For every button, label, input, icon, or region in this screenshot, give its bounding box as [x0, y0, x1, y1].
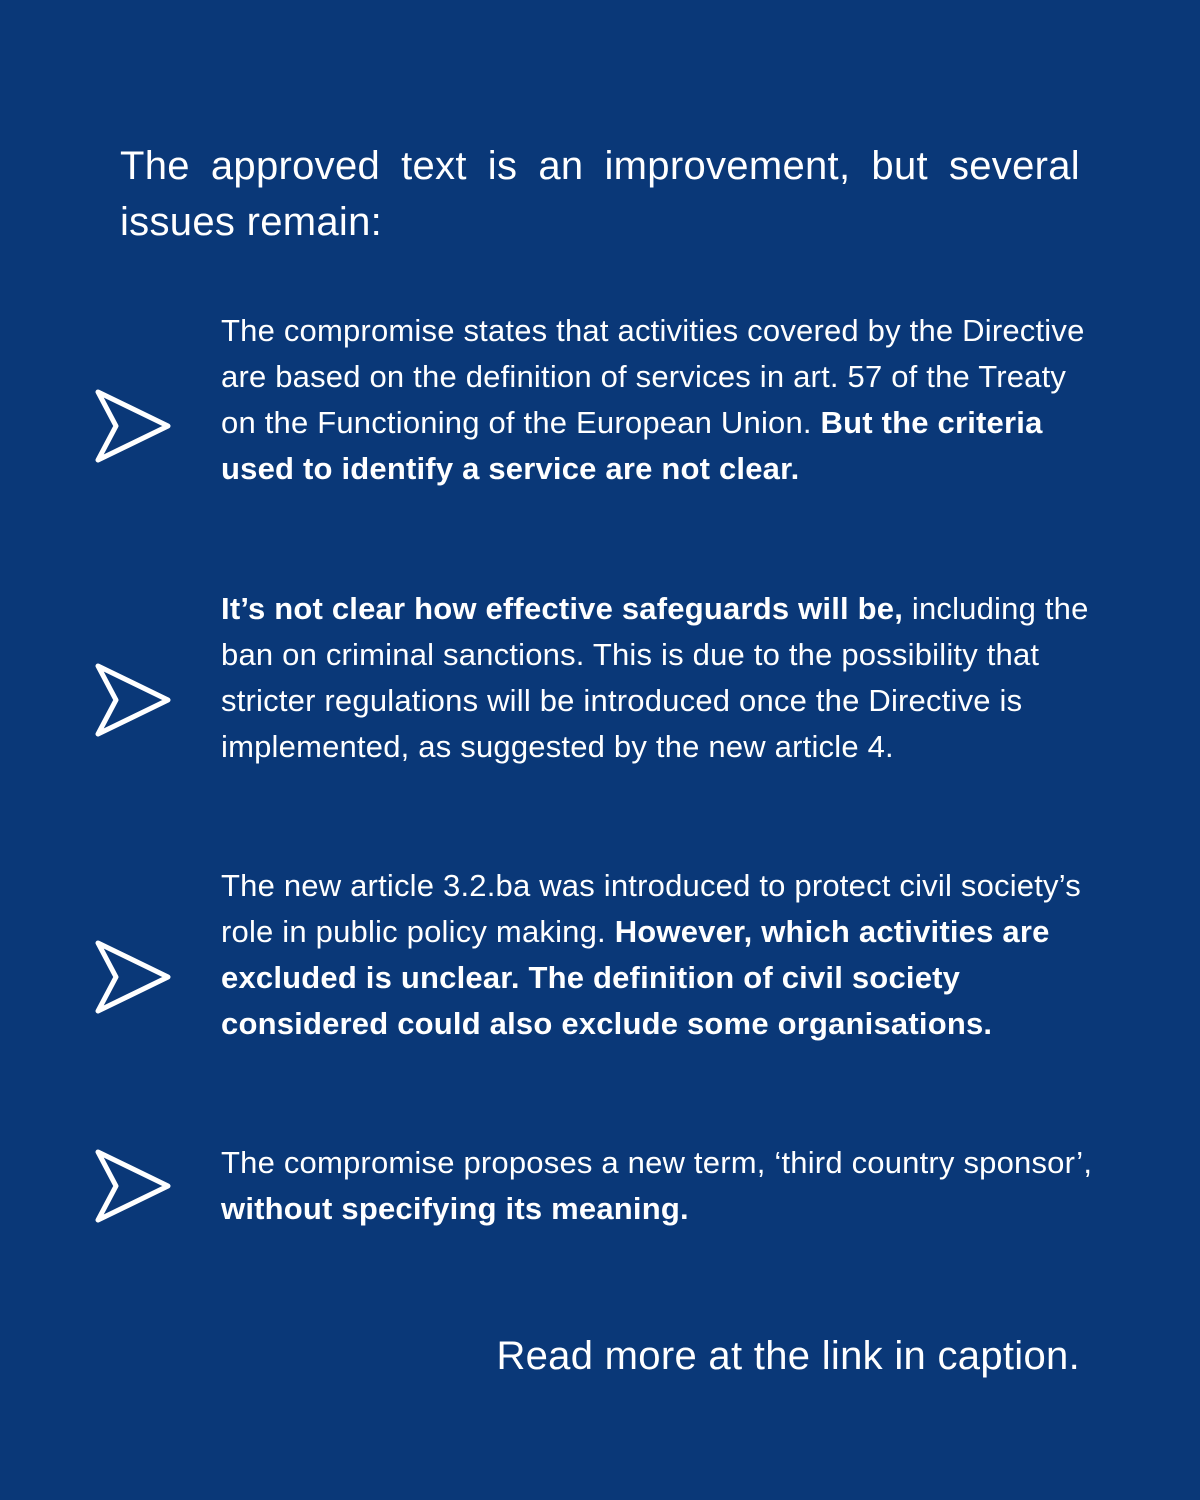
issue-text-normal: The compromise proposes a new term, ‘third country sponsor’,: [221, 1145, 1093, 1180]
issue-text-3: [221, 863, 1101, 1047]
issue-text-normal: The compromise states that activities covered by the Directive are based on the definition of services in art. 57 of the Treaty on the Functioning of the European Union.: [221, 313, 1085, 440]
issue-text-bold: But the criteria used to identify a service are not clear.: [221, 405, 1043, 486]
issue-text-1: [221, 308, 1101, 492]
issue-text-normal: including the ban on criminal sanctions. This is due to the possibility that stricter regulations will be introduced once the Directive is implemented, as suggested by the new article 4.: [221, 591, 1089, 764]
issue-text-bold: It’s not clear how effective safeguards will be,: [221, 591, 904, 626]
footer-read-more: Read more at the link in caption.: [496, 1334, 1080, 1378]
issue-text-4: [221, 1140, 1101, 1232]
issue-text-bold: However, which activities are excluded is unclear. The definition of civil society considered could also exclude some organisations.: [221, 914, 1050, 1041]
issue-text-normal: The new article 3.2.ba was introduced to protect civil society’s role in public policy making.: [221, 868, 1081, 949]
issue-text-bold: without specifying its meaning.: [221, 1191, 689, 1226]
arrow-icon: [94, 939, 174, 1019]
arrow-icon: [94, 662, 174, 742]
arrow-icon: [94, 388, 174, 468]
arrow-icon: [94, 1148, 174, 1228]
issue-text-2: [221, 586, 1101, 770]
intro-heading: The approved text is an improvement, but several issues remain:: [120, 144, 1080, 244]
